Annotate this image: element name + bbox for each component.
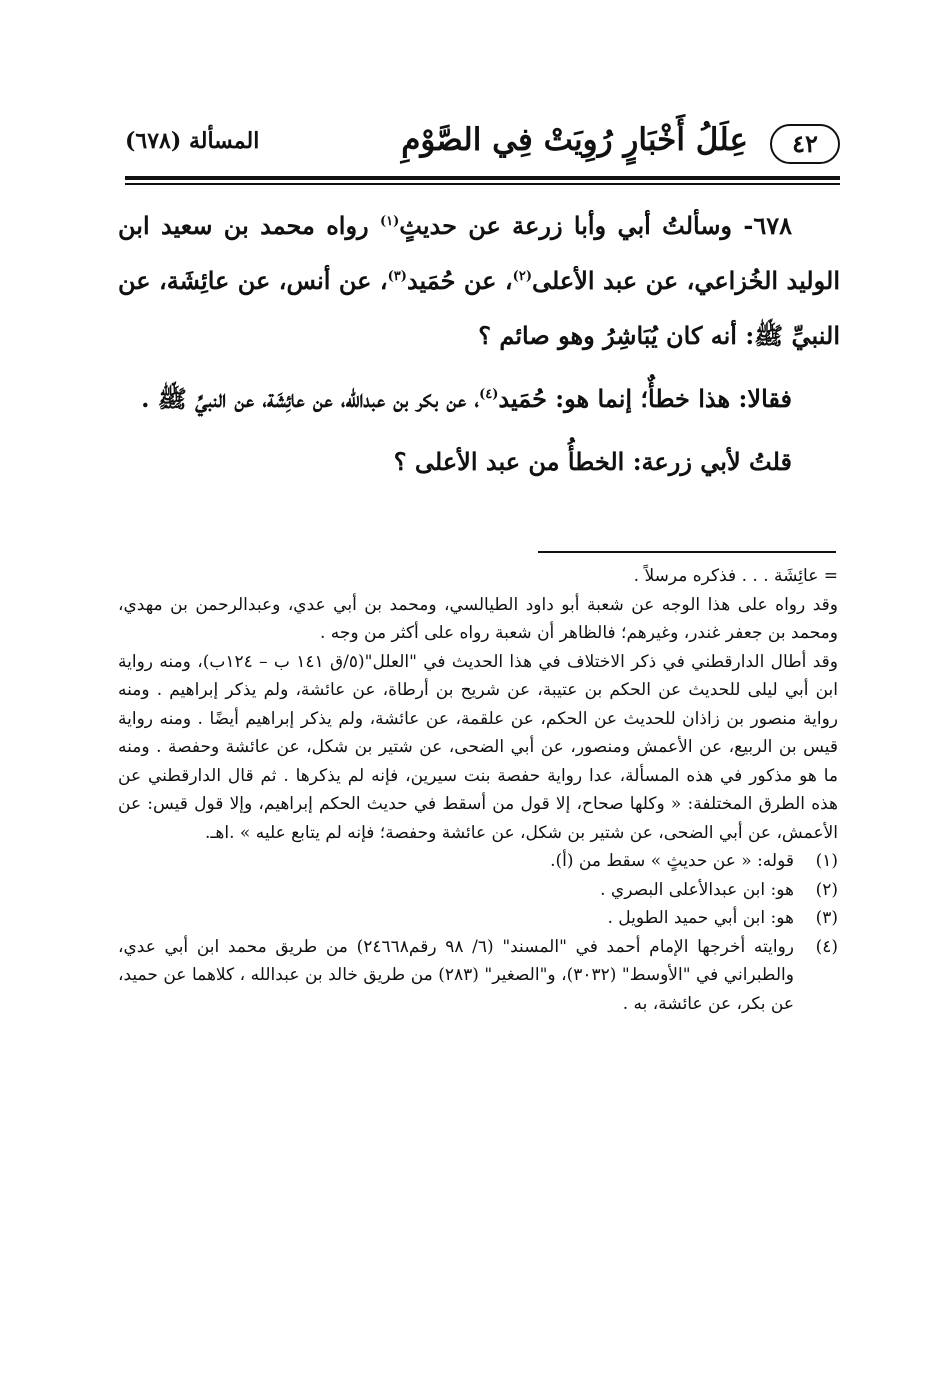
footnote-ref-1: (١): [379, 214, 400, 229]
footnote-number: (١): [815, 851, 838, 871]
footnote-number: (٣): [815, 908, 838, 928]
footnote-ref-3: (٣): [387, 269, 407, 284]
note-continuation-2: وقد رواه على هذا الوجه عن شعبة أبو داود الطيالسي، ومحمد بن أبي عدي، وعبدالرحمن بن مهدي، ومحمد بن جعفر غندر، وغيرهم؛ فالظاهر أن شعبة رواه على أكثر من وجه .: [118, 594, 838, 643]
main-text: [118, 198, 840, 489]
footnote-text: هو: ابن عبدالأعلى البصري .: [600, 879, 794, 900]
answer-text-1: فقالا: هذا خطأٌ؛ إنما هو: حُمَيد: [498, 384, 792, 413]
footnote-text: روايته أخرجها الإمام أحمد في "المسند" (٦/ ٩٨ رقم٢٤٦٦٨) من طريق محمد ابن أبي عدي، والطبراني في "الأوسط" (٣٠٣٢)، و"الصغير" (٢٨٣) من طريق خالد بن عبدالله ، كلاهما عن حميد، عن بكر، عن عائشة، به .: [118, 936, 795, 1014]
footnote-4: [118, 933, 838, 1019]
running-header: [125, 118, 840, 174]
footnote-number: (٤): [815, 936, 838, 957]
page-number: ٤٢: [770, 124, 840, 164]
footnote-text: هو: ابن أبي حميد الطويل .: [607, 908, 794, 928]
header-rule-thick: [125, 176, 840, 180]
footnote-number: (٢): [815, 879, 838, 900]
question-text-2: رواه محمد بن سعيد ابن الوليد الخُزاعي، عن عبد الأعلى: [118, 211, 840, 295]
question-text-1: ٦٧٨- وسألتُ أبي وأبا زرعة عن حديثٍ: [399, 211, 792, 240]
footnotes: [118, 562, 838, 1018]
question-text-3: ، عن حُمَيد: [406, 266, 513, 295]
question-paragraph: [118, 198, 840, 363]
note-continuation-1: = عائِشَة . . . فذكره مرسلاً .: [633, 566, 838, 586]
book-title: عِلَلُ أَخْبَارٍ رُوِيَتْ فِي الصَّوْمِ: [401, 122, 748, 158]
footnote-text: قوله: « عن حديثٍ » سقط من (أ).: [550, 851, 794, 871]
header-rule-thin: [125, 183, 840, 185]
followup-question: قلتُ لأبي زرعة: الخطأُ من عبد الأعلى ؟: [393, 447, 792, 476]
footnote-3: [118, 904, 838, 933]
footnote-ref-2: (٢): [512, 269, 532, 284]
footnote-1: [118, 847, 838, 876]
answer-text-2: ، عن بكر بن عبدالله، عن عائِشَة، عن النبيِّ ﷺ .: [141, 384, 480, 413]
note-continuation-3: وقد أطال الدارقطني في ذكر الاختلاف في هذا الحديث في "العلل"(٥/ق ١٤١ ب – ١٢٤ب)، ومنه رواية ابن أبي ليلى للحديث عن الحكم بن عتيبة، عن شريح بن أرطاة، عن عائشة، ولم يذكر إبراهيم . ومنه رواية منصور بن زاذان للحديث عن الحكم، عن علقمة، عن عائشة، ولم يذكر إبراهيم أيضًا . ومنه رواية قيس بن الربيع، عن الأعمش ومنصور، عن أبي الضحى، عن شتير بن شكل، عن عائشة وحفصة . ومنه ما هو مذكور في هذه المسألة، عدا رواية حفصة بنت سيرين، فإنه لم يذكرها . ثم قال الدارقطني عن هذه الطرق المختلفة: « وكلها صحاح، إلا قول من أسقط في حديث الحكم إبراهيم، وإلا قول قيس: عن الأعمش، عن أبي الضحى، عن شتير بن شكل، عن عائشة وحفصة؛ فإنه لم يتابع عليه » .اهـ.: [118, 651, 838, 843]
footnote-ref-4: (٤): [479, 387, 499, 402]
answer-paragraph: [118, 371, 840, 426]
footnote-2: [118, 876, 838, 905]
footnote-rule: [538, 551, 836, 553]
issue-label: المسألة (٦٧٨): [125, 128, 260, 154]
question-text-4: ، عن أنس، عن عائِشَة، عن النبيِّ ﷺ: أنه كان يُبَاشِرُ وهو صائم ؟: [118, 266, 840, 350]
